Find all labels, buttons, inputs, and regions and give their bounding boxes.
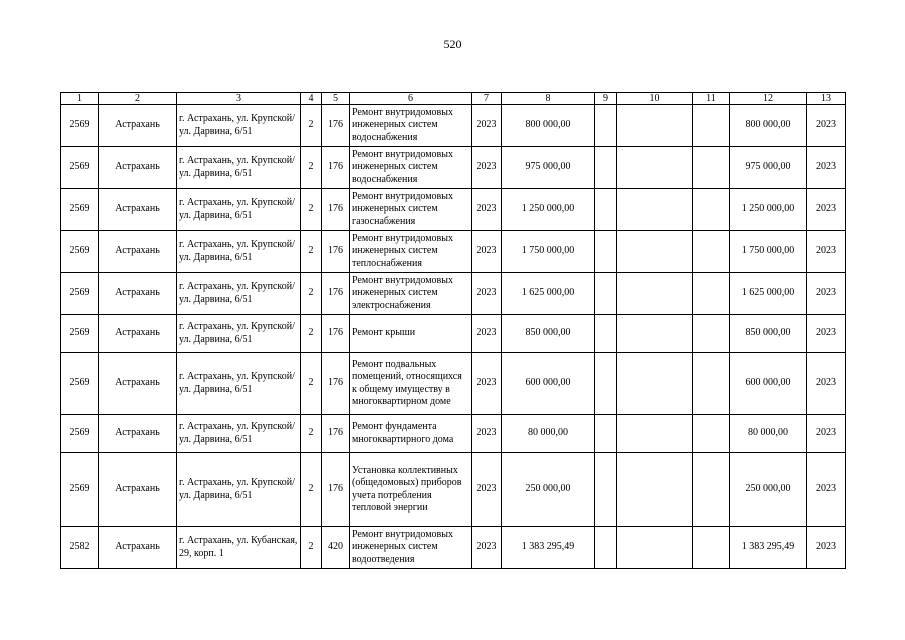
column-number: 2 bbox=[99, 93, 177, 105]
cell-locality: Астрахань bbox=[99, 189, 177, 231]
table-row bbox=[61, 105, 846, 147]
cell-work-type: Ремонт крыши bbox=[350, 315, 472, 353]
cell-address: г. Астрахань, ул. Крупской/ ул. Дарвина, 6/51 bbox=[177, 415, 301, 453]
cell-col-11 bbox=[693, 353, 730, 415]
cell-col-11 bbox=[693, 231, 730, 273]
cell-col-9 bbox=[595, 189, 617, 231]
cell-col-11 bbox=[693, 105, 730, 147]
cell-floors-count: 2 bbox=[301, 453, 322, 527]
cell-address: г. Астрахань, ул. Крупской/ ул. Дарвина, 6/51 bbox=[177, 453, 301, 527]
cell-area: 176 bbox=[322, 231, 350, 273]
cell-col-9 bbox=[595, 147, 617, 189]
cell-col-11 bbox=[693, 147, 730, 189]
cell-completion-year: 2023 bbox=[807, 527, 846, 569]
cell-address: г. Астрахань, ул. Крупской/ ул. Дарвина, 6/51 bbox=[177, 353, 301, 415]
cell-col-10 bbox=[617, 453, 693, 527]
column-number: 12 bbox=[730, 93, 807, 105]
table-row bbox=[61, 189, 846, 231]
cell-address: г. Астрахань, ул. Крупской/ ул. Дарвина, 6/51 bbox=[177, 189, 301, 231]
cell-locality: Астрахань bbox=[99, 105, 177, 147]
cell-address: г. Астрахань, ул. Крупской/ ул. Дарвина, 6/51 bbox=[177, 231, 301, 273]
cell-locality: Астрахань bbox=[99, 353, 177, 415]
cell-plan-year: 2023 bbox=[472, 353, 502, 415]
cell-col-11 bbox=[693, 527, 730, 569]
cell-object-id: 2569 bbox=[61, 353, 99, 415]
cell-total-cost: 850 000,00 bbox=[502, 315, 595, 353]
cell-col-9 bbox=[595, 453, 617, 527]
cell-total-cost: 800 000,00 bbox=[502, 105, 595, 147]
cell-locality: Астрахань bbox=[99, 273, 177, 315]
cell-locality: Астрахань bbox=[99, 231, 177, 273]
cell-fund-cost: 1 383 295,49 bbox=[730, 527, 807, 569]
cell-fund-cost: 80 000,00 bbox=[730, 415, 807, 453]
cell-plan-year: 2023 bbox=[472, 273, 502, 315]
cell-col-10 bbox=[617, 415, 693, 453]
cell-col-10 bbox=[617, 189, 693, 231]
table-row bbox=[61, 527, 846, 569]
cell-object-id: 2569 bbox=[61, 453, 99, 527]
column-number: 7 bbox=[472, 93, 502, 105]
cell-col-9 bbox=[595, 353, 617, 415]
cell-completion-year: 2023 bbox=[807, 415, 846, 453]
table-row bbox=[61, 273, 846, 315]
cell-fund-cost: 600 000,00 bbox=[730, 353, 807, 415]
cell-fund-cost: 1 750 000,00 bbox=[730, 231, 807, 273]
cell-area: 176 bbox=[322, 353, 350, 415]
cell-work-type: Ремонт внутридомовых инженерных систем водоснабжения bbox=[350, 105, 472, 147]
column-number: 13 bbox=[807, 93, 846, 105]
cell-completion-year: 2023 bbox=[807, 105, 846, 147]
cell-floors-count: 2 bbox=[301, 273, 322, 315]
table-row bbox=[61, 147, 846, 189]
column-number: 4 bbox=[301, 93, 322, 105]
cell-plan-year: 2023 bbox=[472, 147, 502, 189]
cell-col-9 bbox=[595, 231, 617, 273]
cell-floors-count: 2 bbox=[301, 353, 322, 415]
cell-fund-cost: 850 000,00 bbox=[730, 315, 807, 353]
table-row bbox=[61, 415, 846, 453]
cell-work-type: Ремонт внутридомовых инженерных систем электроснабжения bbox=[350, 273, 472, 315]
cell-col-11 bbox=[693, 189, 730, 231]
cell-completion-year: 2023 bbox=[807, 315, 846, 353]
cell-object-id: 2569 bbox=[61, 189, 99, 231]
cell-object-id: 2569 bbox=[61, 105, 99, 147]
table-row bbox=[61, 231, 846, 273]
cell-total-cost: 1 625 000,00 bbox=[502, 273, 595, 315]
cell-plan-year: 2023 bbox=[472, 315, 502, 353]
cell-total-cost: 1 250 000,00 bbox=[502, 189, 595, 231]
column-number: 3 bbox=[177, 93, 301, 105]
cell-work-type: Ремонт внутридомовых инженерных систем водоснабжения bbox=[350, 147, 472, 189]
cell-locality: Астрахань bbox=[99, 147, 177, 189]
cell-locality: Астрахань bbox=[99, 527, 177, 569]
cell-plan-year: 2023 bbox=[472, 189, 502, 231]
cell-total-cost: 1 750 000,00 bbox=[502, 231, 595, 273]
cell-col-9 bbox=[595, 415, 617, 453]
cell-floors-count: 2 bbox=[301, 147, 322, 189]
page-number: 520 bbox=[443, 37, 462, 51]
cell-total-cost: 600 000,00 bbox=[502, 353, 595, 415]
cell-work-type: Ремонт внутридомовых инженерных систем теплоснабжения bbox=[350, 231, 472, 273]
cell-object-id: 2569 bbox=[61, 415, 99, 453]
program-table bbox=[60, 92, 846, 569]
table-row bbox=[61, 353, 846, 415]
cell-work-type: Ремонт внутридомовых инженерных систем газоснабжения bbox=[350, 189, 472, 231]
cell-completion-year: 2023 bbox=[807, 231, 846, 273]
column-number: 11 bbox=[693, 93, 730, 105]
cell-col-9 bbox=[595, 315, 617, 353]
cell-total-cost: 80 000,00 bbox=[502, 415, 595, 453]
cell-work-type: Ремонт подвальных помещений, относящихся к общему имуществу в многоквартирном доме bbox=[350, 353, 472, 415]
table-row bbox=[61, 453, 846, 527]
cell-col-11 bbox=[693, 453, 730, 527]
cell-floors-count: 2 bbox=[301, 415, 322, 453]
cell-address: г. Астрахань, ул. Крупской/ ул. Дарвина, 6/51 bbox=[177, 105, 301, 147]
column-number: 9 bbox=[595, 93, 617, 105]
cell-floors-count: 2 bbox=[301, 105, 322, 147]
cell-address: г. Астрахань, ул. Кубанская, 29, корп. 1 bbox=[177, 527, 301, 569]
cell-fund-cost: 800 000,00 bbox=[730, 105, 807, 147]
cell-address: г. Астрахань, ул. Крупской/ ул. Дарвина, 6/51 bbox=[177, 315, 301, 353]
cell-area: 176 bbox=[322, 105, 350, 147]
cell-object-id: 2569 bbox=[61, 315, 99, 353]
cell-plan-year: 2023 bbox=[472, 231, 502, 273]
cell-total-cost: 250 000,00 bbox=[502, 453, 595, 527]
cell-completion-year: 2023 bbox=[807, 273, 846, 315]
cell-plan-year: 2023 bbox=[472, 415, 502, 453]
cell-address: г. Астрахань, ул. Крупской/ ул. Дарвина, 6/51 bbox=[177, 147, 301, 189]
column-number-row bbox=[61, 93, 846, 105]
cell-area: 176 bbox=[322, 147, 350, 189]
cell-col-10 bbox=[617, 527, 693, 569]
cell-completion-year: 2023 bbox=[807, 353, 846, 415]
cell-fund-cost: 975 000,00 bbox=[730, 147, 807, 189]
cell-plan-year: 2023 bbox=[472, 105, 502, 147]
cell-col-10 bbox=[617, 105, 693, 147]
cell-fund-cost: 1 250 000,00 bbox=[730, 189, 807, 231]
cell-col-11 bbox=[693, 315, 730, 353]
cell-completion-year: 2023 bbox=[807, 189, 846, 231]
cell-total-cost: 975 000,00 bbox=[502, 147, 595, 189]
cell-fund-cost: 250 000,00 bbox=[730, 453, 807, 527]
cell-completion-year: 2023 bbox=[807, 453, 846, 527]
column-number: 5 bbox=[322, 93, 350, 105]
cell-floors-count: 2 bbox=[301, 315, 322, 353]
cell-floors-count: 2 bbox=[301, 231, 322, 273]
cell-plan-year: 2023 bbox=[472, 527, 502, 569]
cell-plan-year: 2023 bbox=[472, 453, 502, 527]
cell-area: 420 bbox=[322, 527, 350, 569]
column-number: 1 bbox=[61, 93, 99, 105]
column-number: 6 bbox=[350, 93, 472, 105]
cell-work-type: Ремонт фундамента многоквартирного дома bbox=[350, 415, 472, 453]
column-number: 8 bbox=[502, 93, 595, 105]
cell-work-type: Установка коллективных (общедомовых) приборов учета потребления тепловой энергии bbox=[350, 453, 472, 527]
cell-completion-year: 2023 bbox=[807, 147, 846, 189]
cell-object-id: 2582 bbox=[61, 527, 99, 569]
cell-floors-count: 2 bbox=[301, 527, 322, 569]
cell-col-9 bbox=[595, 273, 617, 315]
cell-area: 176 bbox=[322, 273, 350, 315]
cell-floors-count: 2 bbox=[301, 189, 322, 231]
cell-col-10 bbox=[617, 273, 693, 315]
cell-object-id: 2569 bbox=[61, 273, 99, 315]
cell-total-cost: 1 383 295,49 bbox=[502, 527, 595, 569]
cell-col-9 bbox=[595, 105, 617, 147]
cell-col-10 bbox=[617, 315, 693, 353]
cell-work-type: Ремонт внутридомовых инженерных систем водоотведения bbox=[350, 527, 472, 569]
cell-area: 176 bbox=[322, 415, 350, 453]
cell-address: г. Астрахань, ул. Крупской/ ул. Дарвина, 6/51 bbox=[177, 273, 301, 315]
cell-area: 176 bbox=[322, 189, 350, 231]
cell-locality: Астрахань bbox=[99, 415, 177, 453]
cell-col-10 bbox=[617, 353, 693, 415]
cell-area: 176 bbox=[322, 315, 350, 353]
table-row bbox=[61, 315, 846, 353]
cell-col-11 bbox=[693, 273, 730, 315]
cell-object-id: 2569 bbox=[61, 147, 99, 189]
column-number: 10 bbox=[617, 93, 693, 105]
cell-col-11 bbox=[693, 415, 730, 453]
cell-col-10 bbox=[617, 147, 693, 189]
cell-col-9 bbox=[595, 527, 617, 569]
cell-col-10 bbox=[617, 231, 693, 273]
cell-object-id: 2569 bbox=[61, 231, 99, 273]
cell-area: 176 bbox=[322, 453, 350, 527]
cell-locality: Астрахань bbox=[99, 453, 177, 527]
cell-locality: Астрахань bbox=[99, 315, 177, 353]
cell-fund-cost: 1 625 000,00 bbox=[730, 273, 807, 315]
